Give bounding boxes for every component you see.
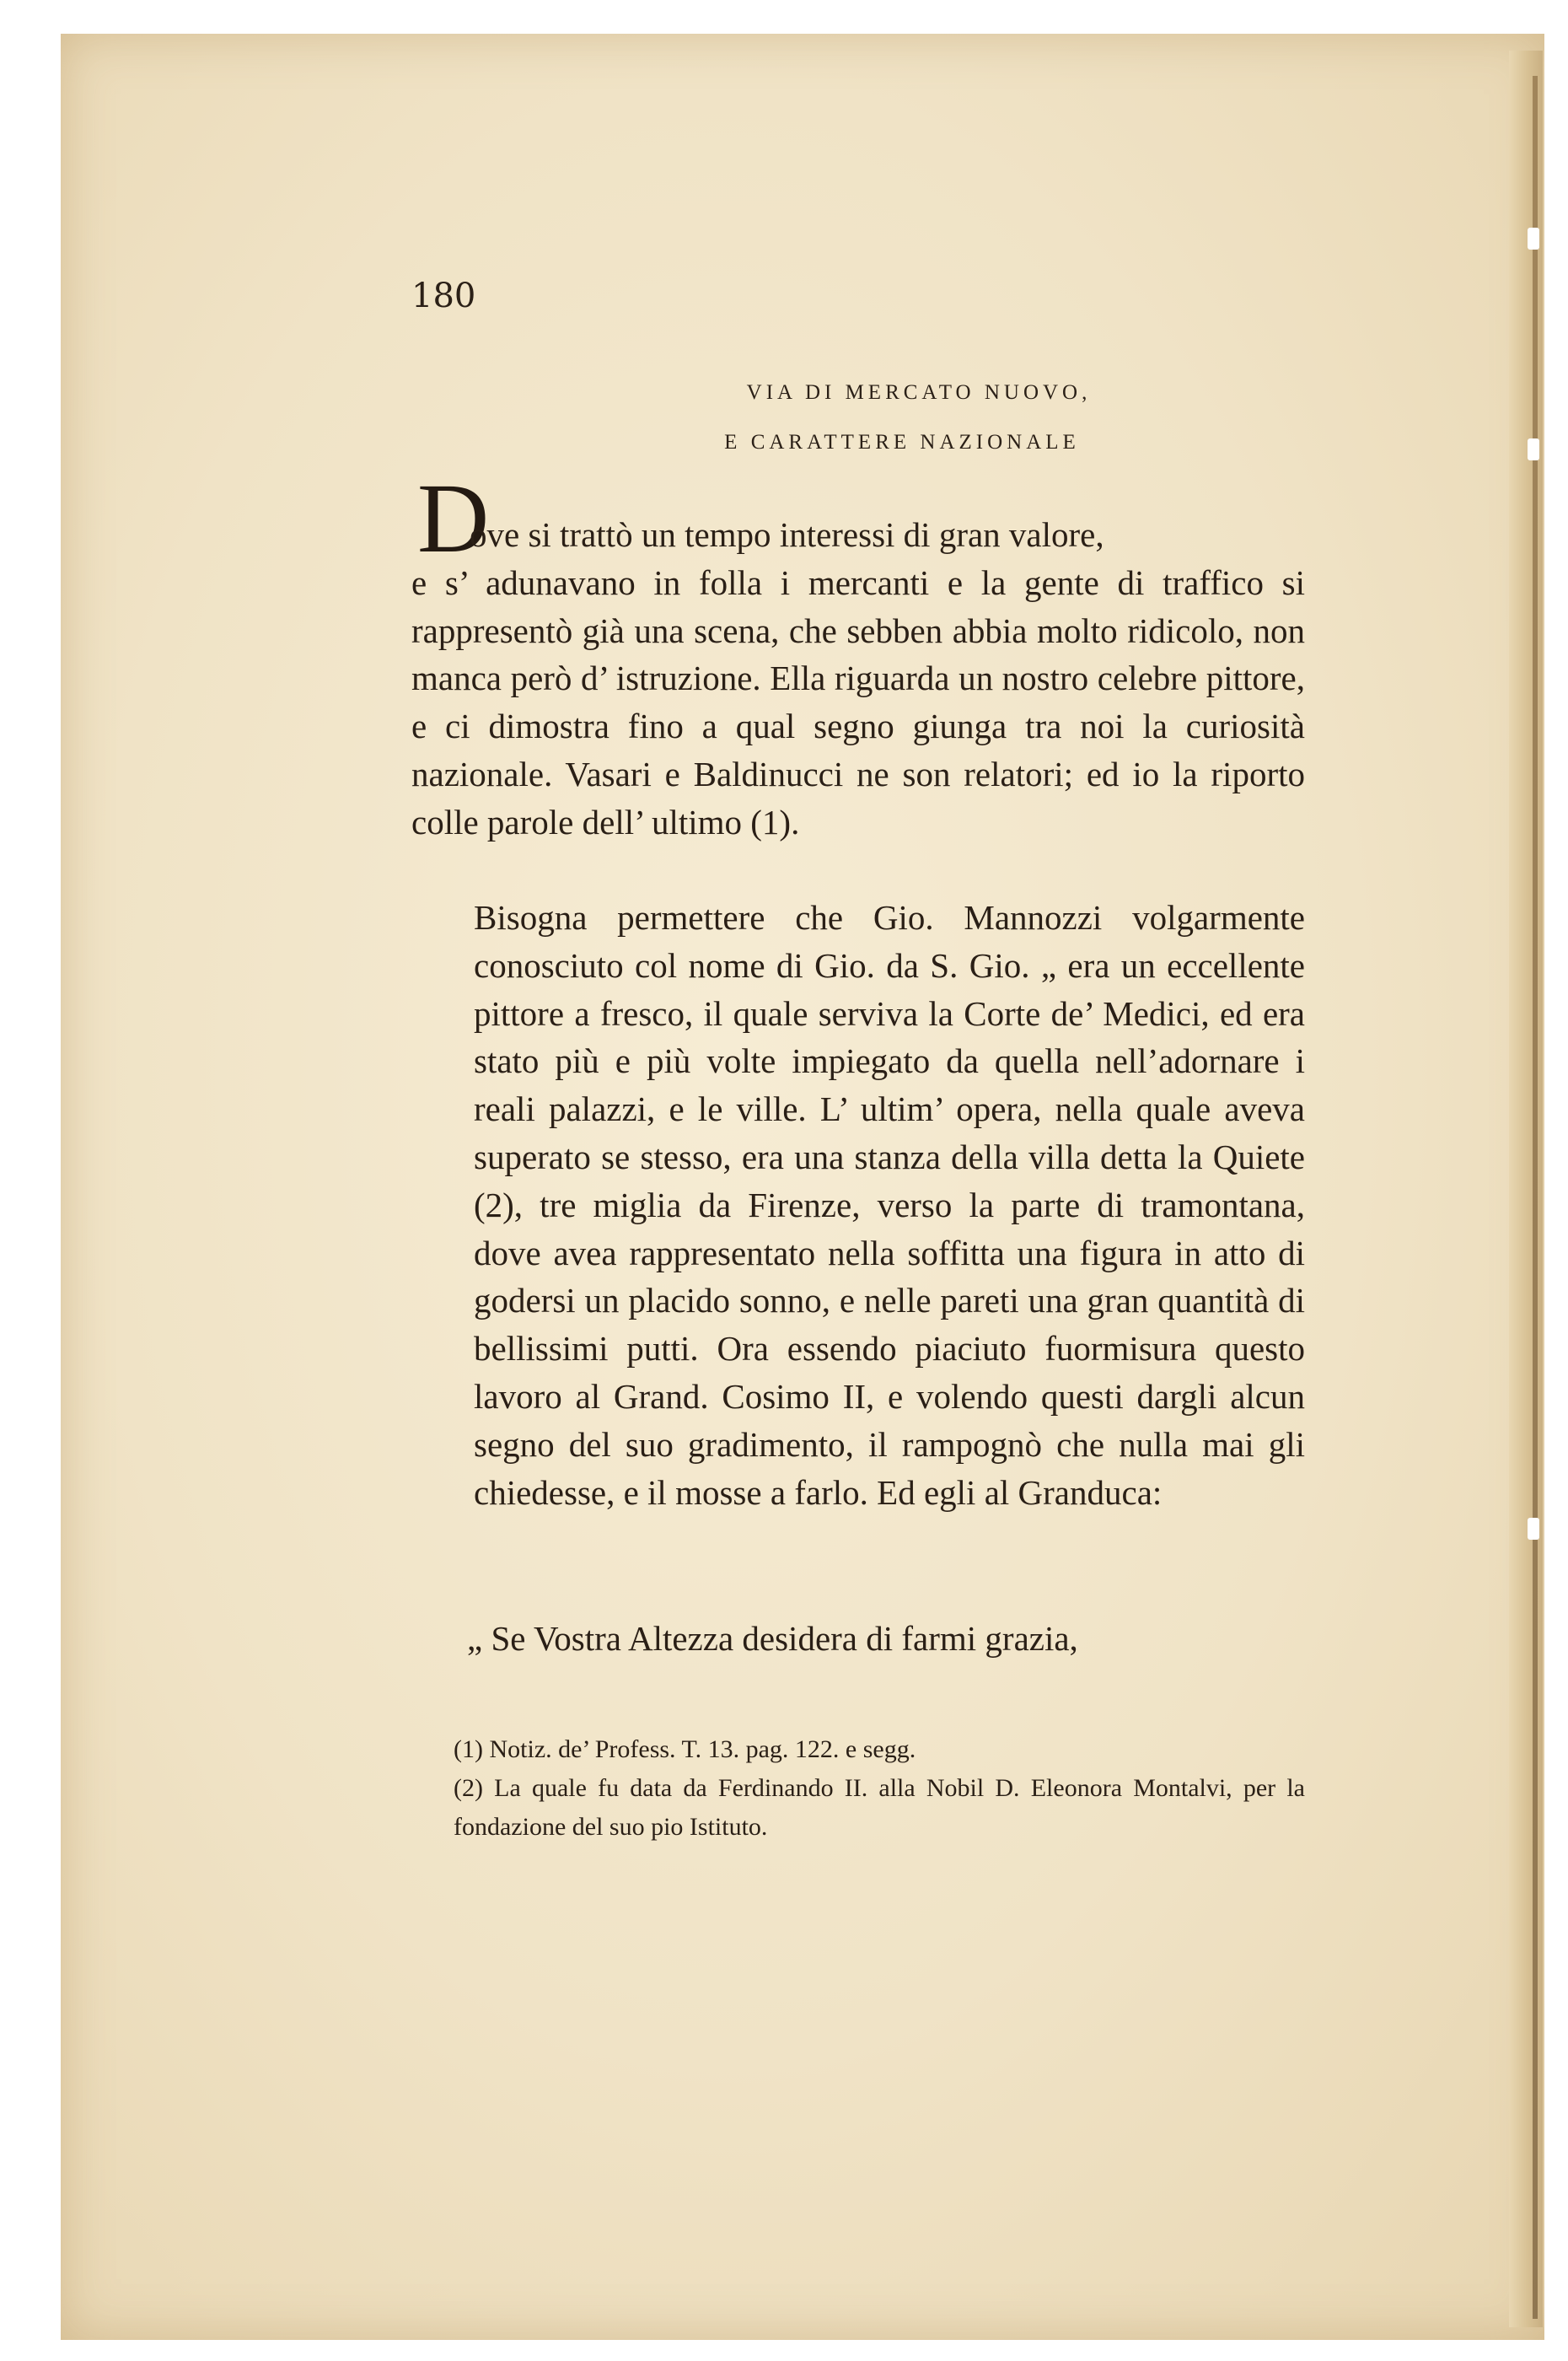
drop-cap: D bbox=[417, 463, 490, 573]
paragraph-2-text: Bisogna permettere che Gio. Mannozzi volgarmente conosciuto col nome di Gio. da S. Gio. „ era un eccellente pittore a fresco, il quale serviva la Corte de’ Medici, ed era stato più e più volte impiegato da quella nell’adornare i reali palazzi, e le ville. L’ ultim’ opera, nella quale aveva superato se stesso, era una stanza della villa detta la Quiete (2), tre miglia da Firenze, verso la parte di tramontana, dove avea rappresentato nella soffitta una figura in atto di godersi un placido sonno, e nelle pareti una gran quantità di bellissimi putti. Ora essendo piaciuto fuormisura questo lavoro al Grand. Cosimo II, e volendo questi dargli alcun segno del suo gradimento, il rampognò che nulla mai gli chiedesse, e il mosse a farlo. Ed egli al Granduca: bbox=[474, 898, 1305, 1512]
paragraph-2 bbox=[411, 894, 1305, 1516]
paragraph-3 bbox=[467, 1615, 1305, 1663]
page-number: 180 bbox=[411, 277, 476, 315]
footnote-2: (2) La quale fu data da Ferdinando II. alla Nobil D. Eleonora Montalvi, per la fondazione del suo pio Istituto. bbox=[454, 1774, 1305, 1841]
binding-edge bbox=[1533, 76, 1538, 2319]
paragraph-1-text: e s’ adunavano in folla i mercanti e la gente di traffico si rappresentò già una scena, che sebben abbia molto ridicolo, non manca però d’ istruzione. Ella riguarda un nostro celebre pittore, e ci dimostra fino a qual segno giunga tra noi la curiosità nazionale. Vasari e Baldinucci ne son relatori; ed io la riporto colle parole dell’ ultimo (1). bbox=[411, 562, 1305, 842]
chapter-heading-line1: VIA DI MERCATO NUOVO, bbox=[746, 381, 1092, 404]
chapter-heading-line2: E CARATTERE NAZIONALE bbox=[724, 431, 1080, 454]
edge-notch bbox=[1528, 1518, 1539, 1540]
footnotes bbox=[411, 1730, 1305, 1847]
footnote-1: (1) Notiz. de’ Profess. T. 13. pag. 122. e segg. bbox=[454, 1735, 916, 1763]
paragraph-1 bbox=[411, 511, 1305, 847]
paragraph-3-text: „ Se Vostra Altezza desidera di farmi grazia, bbox=[467, 1619, 1078, 1658]
edge-notch bbox=[1528, 228, 1539, 250]
paragraph-1-first-line: ove si trattò un tempo interessi di gran valore, bbox=[470, 515, 1104, 554]
